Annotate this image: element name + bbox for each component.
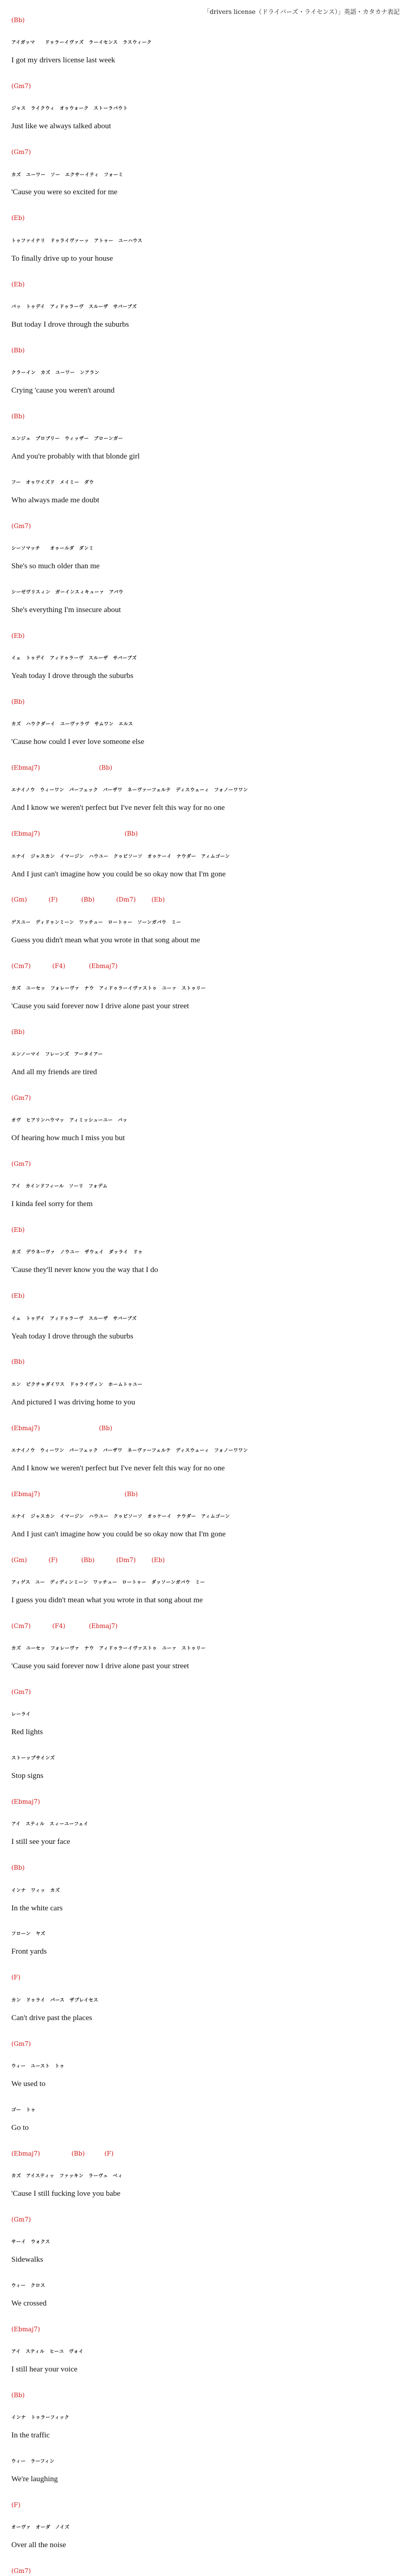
chord-line: (Gm7) bbox=[11, 82, 31, 90]
lyric-line: We crossed bbox=[11, 2299, 47, 2308]
katakana-line: バッ トゥデイ アィドゥラーヴ スルーザ サバーブズ bbox=[11, 304, 137, 310]
chord-line: (Cm7) (F4) (Ebmaj7) bbox=[11, 962, 118, 970]
katakana-line: エナイ ジャスカン イマージン ハウユー クゥビソーソ オゥケーイ ナウダー アィムゴーン bbox=[11, 854, 230, 859]
katakana-line: シーゼヴリスィン ガーインスィキューァ アバウ bbox=[11, 590, 124, 595]
katakana-line: クラーイン カズ ユーワー ンアラン bbox=[11, 370, 100, 376]
lyric-line: Red lights bbox=[11, 1728, 43, 1736]
katakana-line: アイガッマ ドゥラーイヴァズ ラーイセンス ラスウィーク bbox=[11, 40, 152, 45]
katakana-line: カズ ユーワー ソー エクサーイティ フォーミ bbox=[11, 173, 124, 178]
katakana-line: フローン ヤズ bbox=[11, 1931, 46, 1937]
chord-line: (Gm7) bbox=[11, 1094, 31, 1101]
chord-line: (Bb) bbox=[11, 16, 25, 24]
lyric-line: In the traffic bbox=[11, 2431, 50, 2439]
katakana-line: エン ピクチャダイワス ドゥライヴィン ホームトゥユー bbox=[11, 1382, 143, 1387]
katakana-line: トゥファイナリ ドゥライヴァーッ アトゥー ユーハウス bbox=[11, 239, 143, 244]
katakana-line: アイ スティル スィーユーフェイ bbox=[11, 1822, 89, 1827]
lyric-line: I still hear your voice bbox=[11, 2365, 78, 2374]
katakana-line: レーライ bbox=[11, 1712, 31, 1717]
chord-line: (Ebmaj7) (Bb) bbox=[11, 830, 138, 837]
lyric-line: She's so much older than me bbox=[11, 562, 100, 570]
katakana-line: オヴ ヒアリンハウマッ アィミッシューユー バッ bbox=[11, 1118, 128, 1123]
katakana-line: エンノーマイ フレーンズ アータイアー bbox=[11, 1052, 103, 1057]
lyric-line: I guess you didn't mean what you wrote in that song about me bbox=[11, 1596, 203, 1604]
chord-line: (Gm7) bbox=[11, 2216, 31, 2223]
lyric-line: Yeah today I drove through the suburbs bbox=[11, 1332, 133, 1341]
lyric-line: 'Cause you said forever now I drive alone past your street bbox=[11, 1662, 190, 1670]
lyric-line: Can't drive past the places bbox=[11, 2014, 92, 2022]
lyric-line: We used to bbox=[11, 2080, 46, 2088]
lyric-line: Yeah today I drove through the suburbs bbox=[11, 672, 133, 680]
katakana-line: エナイノウ ウィーワン パーフェック バーザワ ネーヴァーフェルテ ディスウェーィ フォノーワワン bbox=[11, 1448, 248, 1453]
chord-line: (Eb) bbox=[11, 632, 25, 639]
katakana-line: インナ トゥラーフィック bbox=[11, 2415, 70, 2420]
chord-line: (Ebmaj7) bbox=[11, 2326, 40, 2333]
lyric-line: In the white cars bbox=[11, 1904, 63, 1912]
chord-line: (Gm) (F) (Bb) (Dm7) (Eb) bbox=[11, 1556, 165, 1564]
katakana-line: サーイ ウォクス bbox=[11, 2240, 50, 2245]
lyric-line: Of hearing how much I miss you but bbox=[11, 1134, 125, 1142]
katakana-line: アイ カインドフィール ソーリ フォデム bbox=[11, 1184, 108, 1189]
chord-line: (Cm7) (F4) (Ebmaj7) bbox=[11, 1622, 118, 1630]
lyric-line: I kinda feel sorry for them bbox=[11, 1200, 93, 1208]
katakana-line: イェ トゥデイ アィドゥラーヴ スルーザ サバーブズ bbox=[11, 656, 137, 661]
katakana-line: ウィー ラーフィン bbox=[11, 2459, 55, 2464]
katakana-line: カズ ユーセッ フォレーヴァ ナウ アィドゥラーイヴァストゥ ユーァ ストゥリー bbox=[11, 986, 206, 991]
chord-line: (F) bbox=[11, 1974, 21, 1981]
chord-line: (Bb) bbox=[11, 1358, 25, 1365]
katakana-line: アイ スティル ヒーユ ヴォイ bbox=[11, 2349, 84, 2354]
chord-line: (F) bbox=[11, 2501, 21, 2509]
chord-line: (Gm7) bbox=[11, 522, 31, 530]
chord-line: (Ebmaj7) bbox=[11, 1798, 40, 1805]
chord-line: (Gm) (F) (Bb) (Dm7) (Eb) bbox=[11, 896, 165, 903]
lyric-line: Over all the noise bbox=[11, 2541, 66, 2549]
lyric-line: Who always made me doubt bbox=[11, 496, 99, 504]
katakana-line: イェ トゥデイ アィドゥラーヴ スルーザ サバーブズ bbox=[11, 1316, 137, 1321]
lyric-line: 'Cause they'll never know you the way that I do bbox=[11, 1266, 158, 1274]
katakana-line: インナ ワィッ カズ bbox=[11, 1888, 60, 1893]
katakana-line: シーソマッチ オゥールダ ダンミ bbox=[11, 546, 94, 551]
chord-line: (Ebmaj7) (Bb) (F) bbox=[11, 2150, 114, 2157]
lyric-line: I still see your face bbox=[11, 1838, 71, 1846]
chord-line: (Bb) bbox=[11, 347, 25, 354]
lyric-line: We're laughing bbox=[11, 2475, 58, 2483]
lyric-line: And you're probably with that blonde girl bbox=[11, 452, 140, 461]
chord-line: (Bb) bbox=[11, 413, 25, 420]
lyric-line: 'Cause you said forever now I drive alone past your street bbox=[11, 1002, 190, 1010]
lyric-line: And I just can't imagine how you could be so okay now that I'm gone bbox=[11, 870, 226, 878]
lyric-line: And pictured I was driving home to you bbox=[11, 1398, 135, 1406]
lyric-line: She's everything I'm insecure about bbox=[11, 606, 121, 614]
katakana-line: カズ ユーセッ フォレーヴァ ナウ アィドゥラーイヴァストゥ ユーァ ストゥリー bbox=[11, 1646, 206, 1651]
lyric-line: To finally drive up to your house bbox=[11, 255, 113, 263]
katakana-line: ウィー クロス bbox=[11, 2283, 45, 2289]
chord-line: (Bb) bbox=[11, 1864, 25, 1871]
katakana-line: カン ドゥライ パース ザプレイセス bbox=[11, 1998, 98, 2003]
katakana-line: ゲスユー ディドゥンミーン ワッチュー ロートゥー ソーンガバウ ミー bbox=[11, 920, 181, 925]
chord-line: (Gm7) bbox=[11, 1160, 31, 1167]
chord-line: (Ebmaj7) (Bb) bbox=[11, 1425, 112, 1432]
katakana-line: アィゲス ユー ディディンミーン ワッチュー ロートゥー ダッソーンガバウ ミー bbox=[11, 1580, 205, 1585]
katakana-line: オーヴァ オーダ ノイズ bbox=[11, 2525, 70, 2530]
katakana-line: ウィー ユースト トゥ bbox=[11, 2064, 65, 2069]
chord-line: (Bb) bbox=[11, 2392, 25, 2399]
chord-line: (Gm7) bbox=[11, 2567, 31, 2574]
chord-line: (Bb) bbox=[11, 1028, 25, 1036]
lyric-line: Stop signs bbox=[11, 1772, 44, 1780]
chord-line: (Gm7) bbox=[11, 148, 31, 156]
chord-line: (Gm7) bbox=[11, 1688, 31, 1696]
lyric-line: Guess you didn't mean what you wrote in that song about me bbox=[11, 936, 200, 944]
lyric-line: And all my friends are tired bbox=[11, 1068, 97, 1076]
lyric-line: 'Cause how could I ever love someone else bbox=[11, 738, 145, 746]
katakana-line: エンジュ プロブリー ウィッザー ブローンガー bbox=[11, 436, 124, 442]
lyric-line: Front yards bbox=[11, 1947, 47, 1956]
katakana-line: エナイ ジャスカン イマージン ハウユー クゥビソーソ オゥケーイ ナウダー アィムゴーン bbox=[11, 1514, 230, 1519]
lyric-line: Crying 'cause you weren't around bbox=[11, 386, 115, 395]
chord-line: (Ebmaj7) (Bb) bbox=[11, 764, 112, 771]
lyric-line: 'Cause you were so excited for me bbox=[11, 188, 117, 196]
chord-line: (Eb) bbox=[11, 281, 25, 288]
chord-line: (Eb) bbox=[11, 1226, 25, 1233]
lyric-line: Sidewalks bbox=[11, 2256, 43, 2264]
katakana-line: カズ ハウクダーイ ユーヴァラヴ サムワン エルス bbox=[11, 722, 133, 727]
lyric-line: And I know we weren't perfect but I've never felt this way for no one bbox=[11, 804, 225, 812]
chord-line: (Eb) bbox=[11, 1292, 25, 1299]
lyric-line: And I know we weren't perfect but I've never felt this way for no one bbox=[11, 1464, 225, 1472]
lyric-line: And I just can't imagine how you could be so okay now that I'm gone bbox=[11, 1530, 226, 1538]
lyric-line: Go to bbox=[11, 2124, 29, 2132]
lyric-line: 'Cause I still fucking love you babe bbox=[11, 2190, 121, 2198]
lyric-line: I got my drivers license last week bbox=[11, 56, 115, 64]
lyric-line: But today I drove through the suburbs bbox=[11, 320, 129, 329]
katakana-line: エナイノウ ウィーワン パーフェック バーザワ ネーヴァーフェルテ ディスウェーィ フォノーワワン bbox=[11, 788, 248, 793]
chord-line: (Bb) bbox=[11, 698, 25, 705]
katakana-line: ストーップサインズ bbox=[11, 1756, 55, 1761]
lyric-line: Just like we always talked about bbox=[11, 122, 111, 130]
katakana-line: カズ アイスティッ ファッキン ラーヴュ ベィ bbox=[11, 2174, 123, 2179]
chord-line: (Eb) bbox=[11, 214, 25, 222]
katakana-line: カズ デウネーヴァ ノウユー ザウェイ ダッライ ドゥ bbox=[11, 1250, 143, 1255]
chord-line: (Gm7) bbox=[11, 2040, 31, 2047]
page-title: 「drivers license（ドライバーズ・ライセンス）」英語・カタカナ表記 bbox=[203, 8, 400, 15]
chord-line: (Ebmaj7) (Bb) bbox=[11, 1490, 138, 1498]
katakana-line: フー オゥワイズド メイミー ダウ bbox=[11, 480, 94, 485]
katakana-line: ゴー トゥ bbox=[11, 2108, 36, 2113]
katakana-line: ジャス ライクウィ オゥウォーク ストーラバウト bbox=[11, 106, 128, 111]
